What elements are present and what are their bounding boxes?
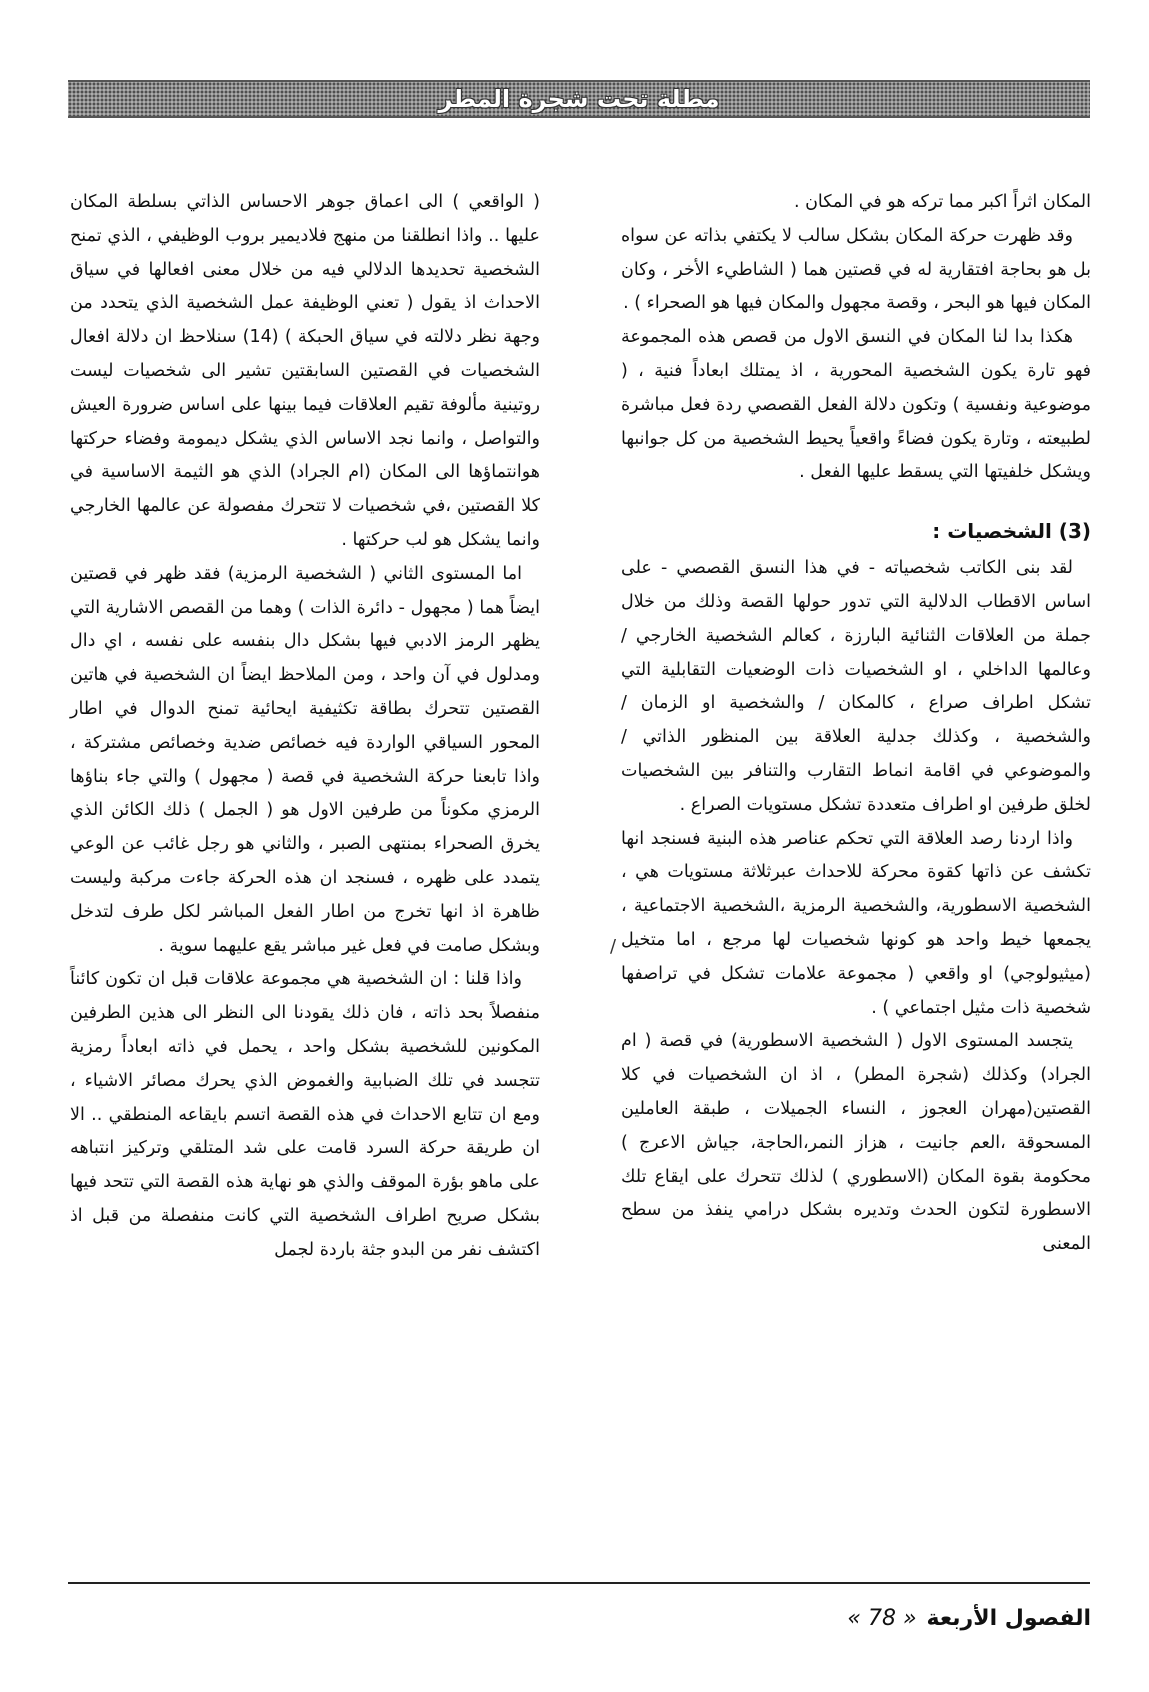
running-header-bar [68, 80, 1090, 118]
footer-divider [68, 1582, 1090, 1584]
running-header-title: مطلة تحت شجرة المطر [438, 85, 720, 113]
page-number: « 78 » [847, 1606, 917, 1631]
paragraph: هكذا بدا لنا المكان في النسق الاول من قصص هذه المجموعة فهو تارة يكون الشخصية المحورية ، اذ يمتلك ابعاداً فنية ، ( موضوعية ونفسية ) وتكون دلالة الفعل القصصي ردة فعل مباشرة لطبيعته ، وتارة يكون فضاءً واقعياً يحيط الشخصية من كل جوانبها ويشكل خلفيتها التي يسقط عليها الفعل . [621, 327, 1091, 483]
left-column [70, 186, 540, 1268]
paragraph: واذا اردنا رصد العلاقة التي تحكم عناصر هذه البنية فسنجد انها تكشف عن ذاتها كقوة محركة للاحداث عبرثلاثة مستويات هي ، الشخصية الاسطورية، والشخصية الرمزية ،الشخصية الاجتماعية ، يجمعها خيط واحد هو كونها شخصيات لها مرجع ، اما متخيل (ميثيولوجي) او واقعي ( مجموعة علامات تشكل في تراصفها شخصية ذات مثيل اجتماعي ) . [621, 828, 1091, 1018]
journal-name: الفصول الأربعة [926, 1606, 1091, 1631]
paragraph: واذا قلنا : ان الشخصية هي مجموعة علاقات قبل ان تكون كائناً منفصلاً بحد ذاته ، فان ذلك يقودنا الى النظر الى هذين الطرفين المكونين للشخصية بشكل واحد ، يحمل في ذاته ابعاداً رمزية تتجسد في تلك الضبابية والغموض الذي يحرك مصائر الاشياء ، ومع ان تتابع الاحداث في هذه القصة اتسم بايقاعه المنطقي .. الا ان طريقة حركة السرد قامت على شد المتلقي وتركيز انتباهه على ماهو بؤرة الموقف والذي هو نهاية هذه القصة التي تتحد فيها بشكل صريح اطراف الشخصية التي كانت منفصلة من قبل اذ اكتشف نفر من البدو جثة باردة لجمل [70, 969, 540, 1260]
paragraph: ( الواقعي ) الى اعماق جوهر الاحساس الذاتي بسلطة المكان عليها .. واذا انطلقنا من منهج فلاديمير بروب الوظيفي ، الذي تمنح الشخصية تحديدها الدلالي فيه من خلال معنى افعالها في سياق الاحداث اذ يقول ( تعني الوظيفة عمل الشخصية الذي يتحدد من وجهة نظر دلالته في سياق الحبكة ) (14) سنلاحظ ان دلالة افعال الشخصيات في القصتين السابقتين تشير الى شخصيات ليست روتينية مألوفة تقيم العلاقات فيما بينها على اساس ضرورة العيش والتواصل ، وانما نجد الاساس الذي يشكل ديمومة وفضاء حركتها هوانتماؤها الى المكان (ام الجراد) الذي هو الثيمة الاساسية في كلا القصتين ،في شخصيات لا تتحرك مفصولة عن عالمها الخارجي وانما يشكل هو لب حركتها . [70, 192, 541, 550]
paragraph: لقد بنى الكاتب شخصياته - في هذا النسق القصصي - على اساس الاقطاب الدلالية التي تدور حولها القصة وذلك من خلال جملة من العلاقات الثنائية البارزة ، كعالم الشخصية الخارجي / وعالمها الداخلي ، او الشخصيات ذات الوضعيات التقابلية التي تشكل اطراف صراع ، كالمكان / والشخصية او الزمان / والشخصية ، وكذلك جدلية العلاقة بين المنظور الذاتي / والموضوعي في اقامة انماط التقارب والتنافر بين الشخصيات لخلق طرفين او اطراف متعددة تشكل مستويات الصراع . [621, 558, 1091, 815]
right-column [621, 186, 1091, 1262]
margin-mark: / [610, 936, 617, 957]
paragraph: يتجسد المستوى الاول ( الشخصية الاسطورية) في قصة ( ام الجراد) وكذلك (شجرة المطر) ، اذ ان الشخصيات في كلا القصتين(مهران العجوز ، النساء الجميلات ، طبقة العاملين المسحوقة ،العم جانيت ، هزاز النمر،الحاجة، جياش الاعرج ) محكومة بقوة المكان (الاسطوري ) لذلك تتحرك على ايقاع تلك الاسطورة لتكون الحدث وتديره بشكل درامي ينفذ من سطح المعنى [621, 1031, 1091, 1255]
paragraph: وقد ظهرت حركة المكان بشكل سالب لا يكتفي بذاته عن سواه بل هو بحاجة افتقارية له في قصتين هما ( الشاطيء الأخر ، وكان المكان فيها هو البحر ، وقصة مجهول والمكان فيها هو الصحراء ) . [621, 225, 1091, 314]
paragraph: اما المستوى الثاني ( الشخصية الرمزية) فقد ظهر في قصتين ايضاً هما ( مجهول - دائرة الذات ) وهما من القصص الاشارية التي يظهر الرمز الادبي فيها بشكل دال بنفسه على نفسه ، اي دال ومدلول في آن واحد ، ومن الملاحظ ايضاً ان الشخصية في هاتين القصتين تتحرك بطاقة تكثيفية ايحائية تمنح الدوال في اطار المحور السياقي الواردة فيه خصائص ضدية وخصائص مشتركة ، واذا تابعنا حركة الشخصية في قصة ( مجهول ) والتي جاء بناؤها الرمزي مكوناً من طرفين الاول هو ( الجمل ) ذلك الكائن الذي يخرق الصحراء بمنتهى الصبر ، والثاني هو رجل غائب عن الوعي يتمدد على ظهره ، فسنجد ان هذه الحركة جاءت مركبة وليست ظاهرة اذ انها تخرج من اطار الفعل المباشر لكل طرف لتدخل وبشكل صامت في فعل غير مباشر يقع عليهما سوية . [70, 563, 540, 956]
section-heading-characters: (3) الشخصيات : [932, 519, 1091, 544]
page-footer [847, 1606, 1091, 1631]
paragraph: المكان اثراً اكبر مما تركه هو في المكان . [793, 192, 1091, 212]
